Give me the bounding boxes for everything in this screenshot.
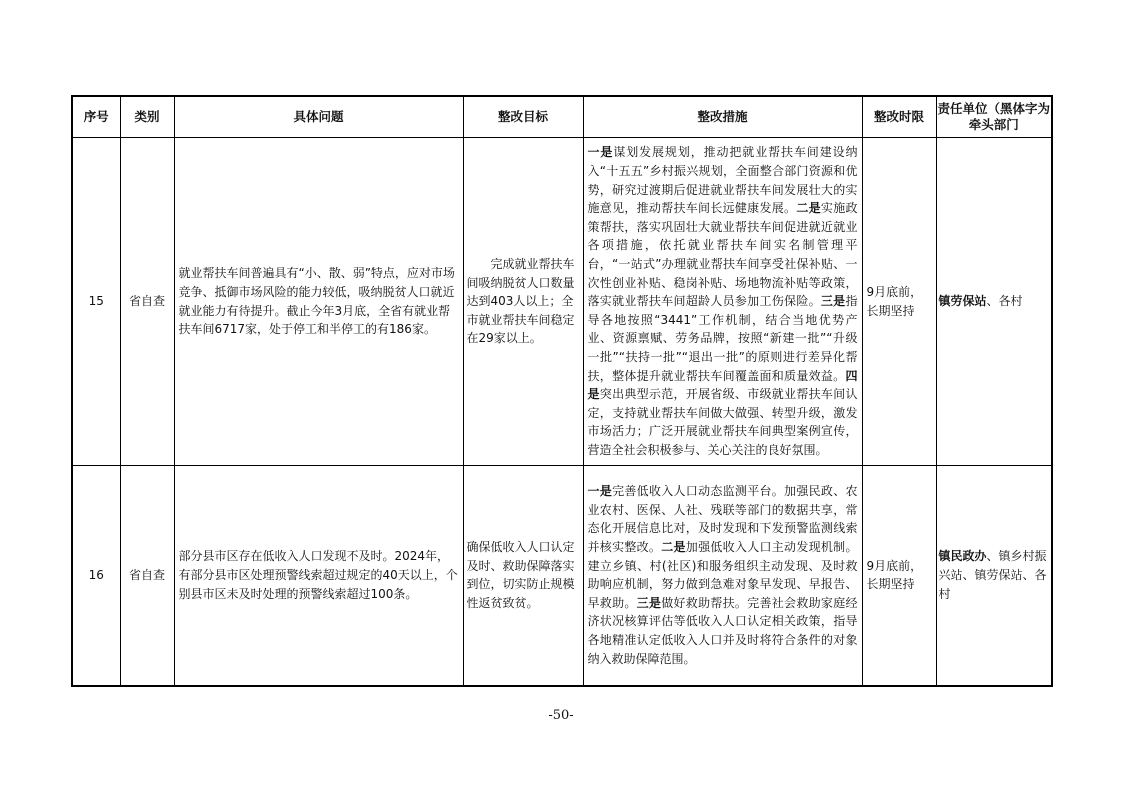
rectification-table-container [71, 95, 1051, 687]
measure-text: 实施政策帮扶，落实巩固壮大就业帮扶车间促进就近就业各项措施，依托就业帮扶车间实名制管理平台，“一站式”办理就业帮扶车间享受社保补贴、一次性创业补贴、稳岗补贴、场地物流补贴等政策，落实就业帮扶车间超龄人员参加工伤保险。 [587, 201, 858, 309]
row-deadline: 9月底前，长期坚持 [862, 138, 936, 466]
row-category: 省自查 [120, 466, 174, 686]
row-measures [583, 138, 862, 466]
row-unit [936, 466, 1052, 686]
rectification-table [71, 95, 1053, 687]
row-num: 16 [72, 466, 120, 686]
page-number: -50- [548, 708, 574, 723]
row-category: 省自查 [120, 138, 174, 466]
header-goal: 整改目标 [463, 96, 583, 138]
measure-text: 指导各地按照“3441”工作机制，结合当地优势产业、资源禀赋、劳务品牌，按照“新建一批”“升级一批”“扶持一批”“退出一批”的原则进行差异化帮扶，整体提升就业帮扶车间覆盖面和质量效益。 [587, 294, 858, 383]
unit-lead: 镇民政办 [938, 549, 987, 564]
row-deadline: 9月底前，长期坚持 [862, 466, 936, 686]
measure-lead: 四是 [587, 368, 858, 402]
header-num: 序号 [72, 96, 120, 138]
measure-text: 突出典型示范，开展省级、市级就业帮扶车间认定，支持就业帮扶车间做大做强、转型升级，激发市场活力；广泛开展就业帮扶车间典型案例宣传，营造全社会积极参与、关心关注的良好氛围。 [587, 387, 858, 457]
measure-lead: 一是 [587, 145, 614, 160]
header-measures: 整改措施 [583, 96, 862, 138]
row-goal: 确保低收入人口认定及时、救助保障落实到位，切实防止规模性返贫致贫。 [463, 466, 583, 686]
table-row [72, 138, 1052, 466]
measure-text: 完善低收入人口动态监测平台。加强民政、农业农村、医保、人社、残联等部门的数据共享，常态化开展信息比对，及时发现和下发预警监测线索并核实整改。 [587, 484, 858, 555]
measure-lead: 一是 [587, 484, 613, 499]
row-goal: 完成就业帮扶车间吸纳脱贫人口数量达到403人以上；全市就业帮扶车间稳定在29家以上。 [463, 138, 583, 466]
row-num: 15 [72, 138, 120, 466]
measure-text: 加强低收入人口主动发现机制。建立乡镇、村(社区)和服务组织主动发现、及时救助响应机制，努力做到急难对象早发现、早报告、早救助。 [587, 540, 858, 610]
row-issue: 部分县市区存在低收入人口发现不及时。2024年，有部分县市区处理预警线索超过规定的40天以上，个别县市区未及时处理的预警线索超过100条。 [174, 466, 463, 686]
measure-text: 做好救助帮扶。完善社会救助家庭经济状况核算评估等低收入人口认定相关政策，指导各地精准认定低收入人口并及时将符合条件的对象纳入救助保障范围。 [587, 595, 858, 666]
measure-lead: 三是 [636, 595, 662, 610]
measure-text: 谋划发展规划，推动把就业帮扶车间建设纳入“十五五”乡村振兴规划，全面整合部门资源和优势，研究过渡期后促进就业帮扶车间发展壮大的实施意见，推动帮扶车间长远健康发展。 [587, 145, 858, 216]
header-issue: 具体问题 [174, 96, 463, 138]
unit-rest: 、镇乡村振兴站、镇劳保站、各村 [938, 549, 1047, 601]
unit-rest: 、各村 [986, 294, 1023, 309]
table-header-row [72, 96, 1052, 138]
measure-lead: 二是 [661, 540, 686, 555]
measure-lead: 二是 [796, 201, 821, 216]
measure-lead: 三是 [820, 294, 846, 309]
unit-lead: 镇劳保站 [938, 294, 987, 309]
header-unit: 责任单位（黑体字为牵头部门 [936, 96, 1052, 138]
row-issue: 就业帮扶车间普遍具有“小、散、弱”特点，应对市场竞争、抵御市场风险的能力较低，吸纳脱贫人口就近就业能力有待提升。截止今年3月底，全省有就业帮扶车间6717家，处于停工和半停工的有186家。 [174, 138, 463, 466]
header-deadline: 整改时限 [862, 96, 936, 138]
row-measures [583, 466, 862, 686]
row-unit [936, 138, 1052, 466]
header-category: 类别 [120, 96, 174, 138]
table-row [72, 466, 1052, 686]
